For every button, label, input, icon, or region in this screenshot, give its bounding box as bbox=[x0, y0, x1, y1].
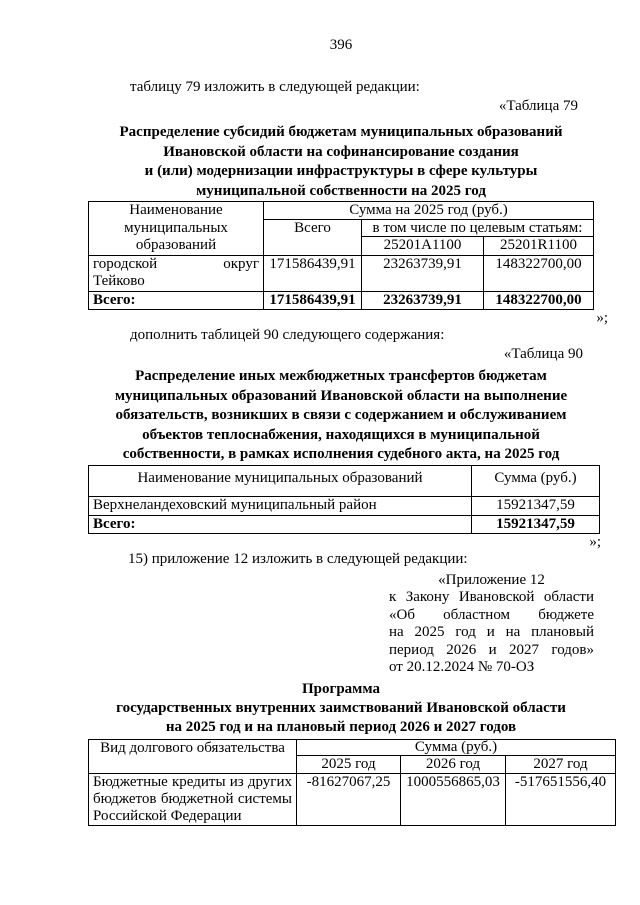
transfers-heading bbox=[88, 367, 594, 465]
totals-label-cell: Всего: bbox=[89, 292, 264, 310]
heading-line: и (или) модернизации инфраструктуры в сфере культуры bbox=[144, 163, 538, 179]
appendix-line: «Приложение 12 bbox=[438, 571, 545, 588]
heading-line: на 2025 год и на плановый период 2026 и 2027 годов bbox=[165, 718, 517, 735]
borrowings-table bbox=[88, 739, 616, 826]
municipality-word: округ bbox=[223, 256, 259, 272]
amend-table-90-paragraph: дополнить таблицей 90 следующего содержания: bbox=[130, 327, 445, 343]
year-2027-header-cell: 2027 год bbox=[506, 755, 616, 773]
municipality-name-header-cell: Наименование муниципальных образований bbox=[89, 465, 472, 496]
heading-line: муниципальных образований Ивановской области на выполнение bbox=[114, 387, 568, 404]
incl-by-articles-header-cell: в том числе по целевым статьям: bbox=[362, 220, 594, 237]
totals-total-cell: 171586439,91 bbox=[264, 292, 362, 310]
heading-line: государственных внутренних заимствований Ивановской области bbox=[116, 699, 566, 716]
closing-quote-1: »; bbox=[596, 310, 608, 326]
closing-quote-2: »; bbox=[589, 533, 601, 550]
year-2025-header-cell: 2025 год bbox=[297, 755, 401, 773]
subsidies-heading bbox=[88, 123, 594, 201]
table-79-label: «Таблица 79 bbox=[498, 98, 578, 114]
municipality-word: городской bbox=[93, 256, 158, 272]
table-90-label: «Таблица 90 bbox=[503, 346, 583, 362]
program-heading bbox=[88, 680, 594, 737]
heading-line: Распределение субсидий бюджетам муниципальных образований bbox=[119, 124, 563, 140]
transfers-table bbox=[88, 465, 600, 534]
sum-value-cell: 15921347,59 bbox=[472, 496, 600, 515]
amend-appendix-12-paragraph: 15) приложение 12 изложить в следующей редакции: bbox=[128, 550, 468, 567]
municipality-cell bbox=[89, 256, 264, 292]
municipality-name-header-cell bbox=[89, 202, 264, 256]
sum-header-cell: Сумма (руб.) bbox=[472, 465, 600, 496]
appendix-line: к Закону Ивановской области bbox=[389, 589, 594, 605]
appendix-line: от 20.12.2024 № 70-ОЗ bbox=[389, 659, 535, 675]
debt-kind-header-cell: Вид долгового обязательства bbox=[89, 739, 297, 773]
heading-line: обязательств, возникших в связи с содержанием и обслуживанием bbox=[115, 407, 567, 423]
sum-header-cell: Сумма (руб.) bbox=[297, 739, 616, 755]
subsidies-table bbox=[88, 201, 594, 310]
header-line: образований bbox=[135, 237, 217, 254]
totals-sum-cell: 15921347,59 bbox=[472, 515, 600, 533]
code-a-value-cell: 23263739,91 bbox=[362, 256, 484, 292]
heading-line: Программа bbox=[302, 680, 380, 697]
code-r-header-cell: 25201R1100 bbox=[484, 237, 594, 256]
appendix-line: период 2026 и 2027 годов» bbox=[389, 641, 594, 658]
totals-label-cell: Всего: bbox=[89, 515, 472, 533]
totals-code-r-cell: 148322700,00 bbox=[484, 292, 594, 310]
municipality-cell: Верхнеландеховский муниципальный район bbox=[89, 496, 472, 515]
municipality-name-line bbox=[93, 256, 259, 273]
heading-line: Ивановской области на софинансирование создания bbox=[163, 143, 519, 160]
total-value-cell: 171586439,91 bbox=[264, 256, 362, 292]
value-2027-cell: -517651556,40 bbox=[506, 773, 616, 825]
appendix-line: «Об областном бюджете bbox=[389, 606, 594, 623]
header-line: Наименование bbox=[129, 202, 223, 219]
header-line: муниципальных bbox=[124, 219, 228, 236]
heading-line: муниципальной собственности на 2025 год bbox=[196, 182, 486, 199]
totals-code-a-cell: 23263739,91 bbox=[362, 292, 484, 310]
heading-line: Распределение иных межбюджетных трансфертов бюджетам bbox=[135, 368, 547, 384]
appendix-reference-block bbox=[389, 572, 594, 677]
value-2026-cell: 1000556865,03 bbox=[401, 773, 506, 825]
page-number: 396 bbox=[329, 37, 353, 53]
amend-table-79-paragraph: таблицу 79 изложить в следующей редакции: bbox=[130, 79, 420, 95]
year-2026-header-cell: 2026 год bbox=[401, 755, 506, 773]
sum-2025-header-cell: Сумма на 2025 год (руб.) bbox=[264, 202, 594, 220]
heading-line: объектов теплоснабжения, находящихся в муниципальной bbox=[142, 426, 540, 443]
code-r-value-cell: 148322700,00 bbox=[484, 256, 594, 292]
debt-kind-cell: Бюджетные кредиты из других бюджетов бюджетной системы Российской Федерации bbox=[89, 773, 297, 825]
code-a-header-cell: 25201A1100 bbox=[362, 237, 484, 256]
heading-line: собственности, в рамках исполнения судебного акта, на 2025 год bbox=[122, 446, 560, 462]
total-column-header-cell: Всего bbox=[264, 220, 362, 256]
appendix-line: на 2025 год и на плановый bbox=[389, 624, 594, 640]
municipality-name-line: Тейково bbox=[93, 273, 145, 289]
value-2025-cell: -81627067,25 bbox=[297, 773, 401, 825]
